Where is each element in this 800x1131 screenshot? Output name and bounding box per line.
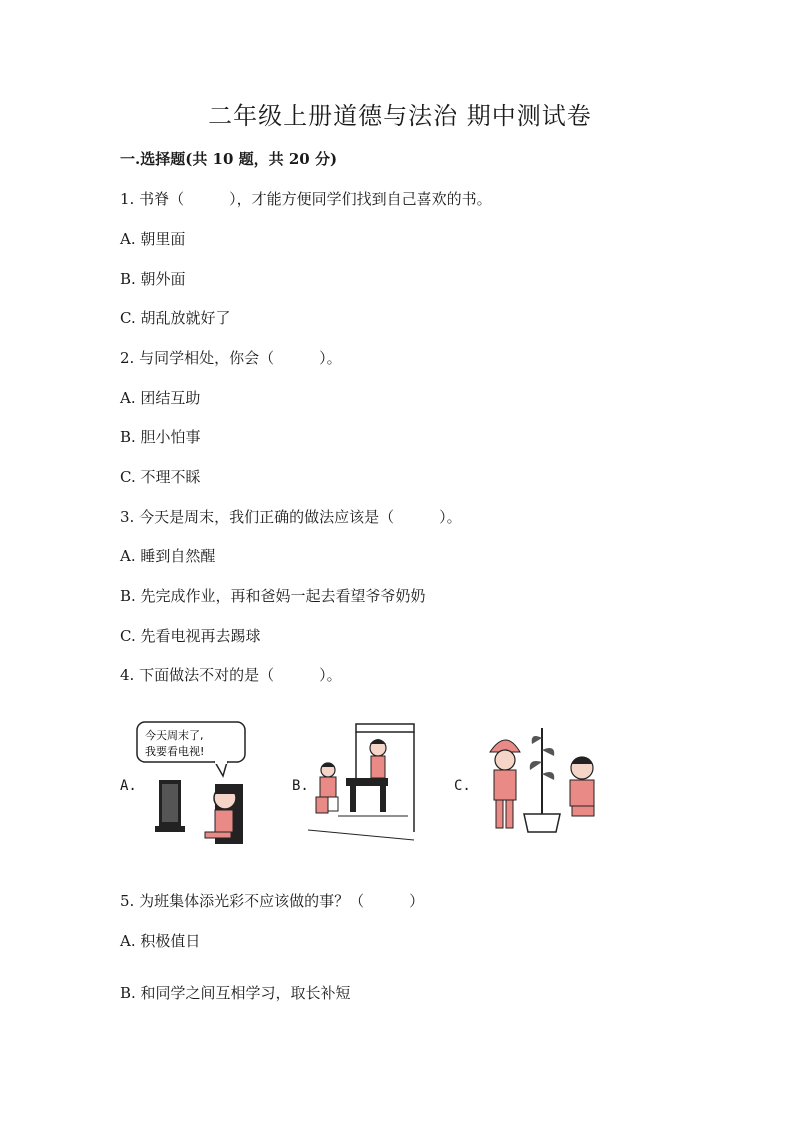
question-3-stem: 3. 今天是周末，我们正确的做法应该是（ ）。	[120, 508, 462, 526]
figure-label-c: C.	[454, 778, 471, 794]
question-5-option-b: B. 和同学之间互相学习，取长补短	[120, 984, 351, 1002]
bubble-text-line1: 今天周末了,	[145, 729, 204, 742]
classroom-illustration	[308, 722, 418, 846]
question-4-stem: 4. 下面做法不对的是（ ）。	[120, 666, 342, 684]
question-5-option-a: A. 积极值日	[120, 932, 201, 950]
bubble-text-line2: 我要看电视!	[145, 745, 205, 758]
tv-child-illustration	[135, 718, 250, 846]
question-1-stem: 1. 书脊（ ），才能方便同学们找到自己喜欢的书。	[120, 190, 492, 208]
figure-label-a: A.	[120, 778, 137, 794]
question-1-option-b: B. 朝外面	[120, 270, 186, 288]
figure-label-b: B.	[292, 778, 309, 794]
question-5-stem: 5. 为班集体添光彩不应该做的事？（ ）	[120, 892, 425, 910]
page-title: 二年级上册道德与法治 期中测试卷	[208, 102, 592, 130]
question-2-option-b: B. 胆小怕事	[120, 428, 201, 446]
section-heading: 一.选择题(共 10 题，共 20 分)	[120, 150, 338, 168]
question-2-stem: 2. 与同学相处，你会（ ）。	[120, 349, 342, 367]
question-2-option-c: C. 不理不睬	[120, 468, 201, 486]
question-3-option-a: A. 睡到自然醒	[120, 547, 216, 565]
question-4-figure	[120, 718, 620, 848]
question-1-option-c: C. 胡乱放就好了	[120, 309, 231, 327]
question-1-option-a: A. 朝里面	[120, 230, 186, 248]
question-3-option-c: C. 先看电视再去踢球	[120, 627, 261, 645]
question-2-option-a: A. 团结互助	[120, 389, 201, 407]
planting-illustration	[472, 718, 612, 846]
question-3-option-b: B. 先完成作业，再和爸妈一起去看望爷爷奶奶	[120, 587, 426, 605]
